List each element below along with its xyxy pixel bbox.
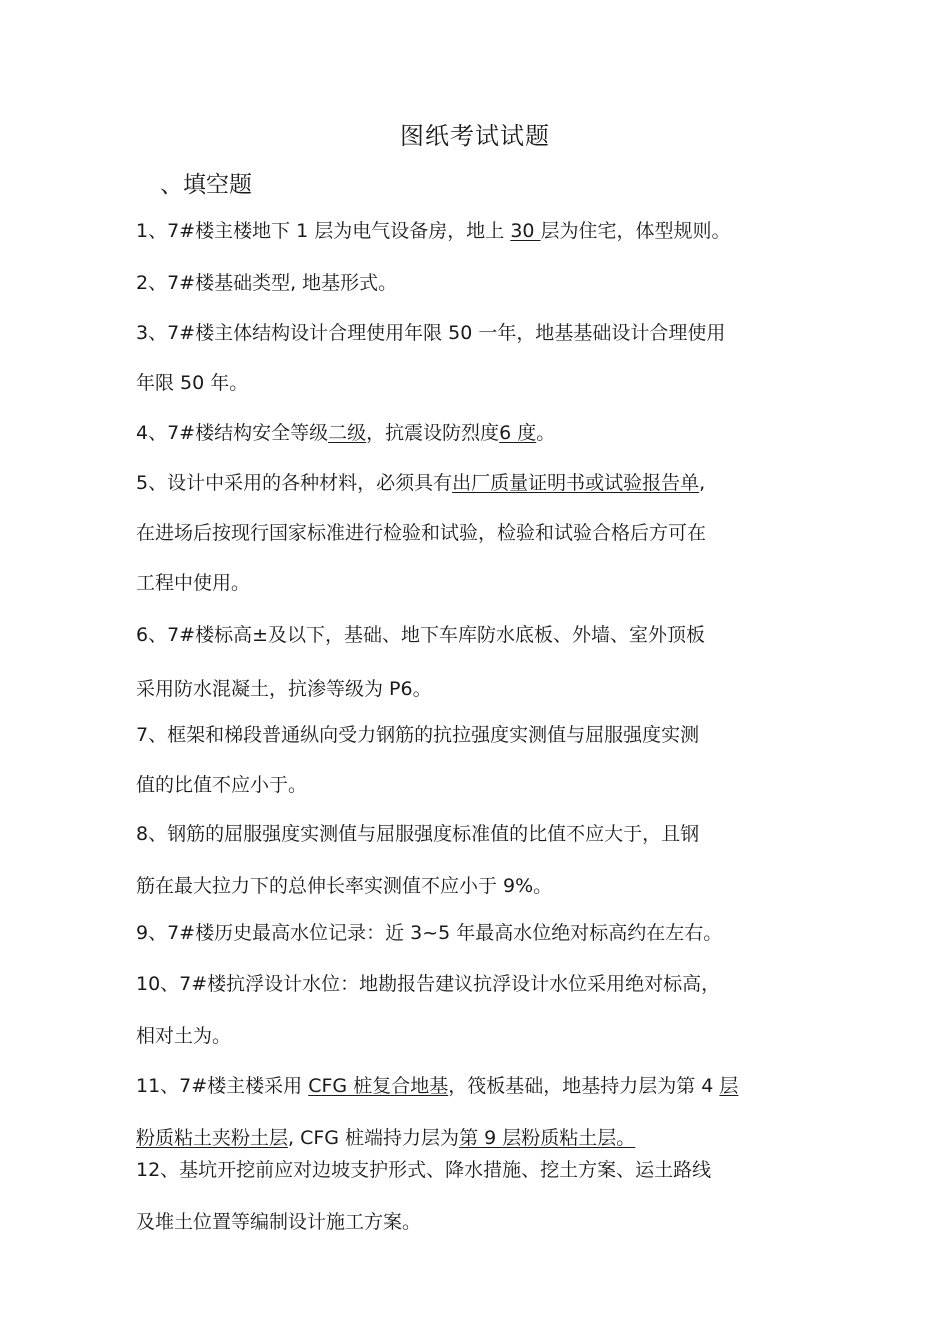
question-7: 7、框架和梯段普通纵向受力钢筋的抗拉强度实测值与屈服强度实测 值的比值不应小于。 <box>136 724 700 796</box>
question-3: 3、7#楼主体结构设计合理使用年限 50 一年，地基基础设计合理使用 年限 50 年。 <box>136 322 726 394</box>
question-12: 12、基坑开挖前应对边坡支护形式、降水措施、挖土方案、运土路线 及堆土位置等编制设计施工方案。 <box>136 1159 712 1233</box>
page-title: 图纸考试试题 <box>400 122 550 150</box>
question-8: 8、钢筋的屈服强度实测值与屈服强度标准值的比值不应大于，且钢 筋在最大拉力下的总伸长率实测值不应小于 9%。 <box>136 823 700 897</box>
question-9: 9、7#楼历史最高水位记录：近 3~5 年最高水位绝对标高约在左右。 <box>136 922 723 944</box>
question-6: 6、7#楼标高±及以下，基础、地下车库防水底板、外墙、室外顶板 采用防水混凝土，抗渗等级为 P6。 <box>136 624 706 700</box>
answer-blank: 粉质粘土夹粉土层 <box>136 1127 289 1149</box>
answer-blank: 6 度 <box>499 422 537 444</box>
answer-blank: 30 <box>510 220 541 242</box>
question-1: 1、7#楼主楼地下 1 层为电气设备房，地上 30 层为住宅，体型规则。 <box>136 220 731 242</box>
question-11: 11、7#楼主楼采用 CFG 桩复合地基，筏板基础，地基持力层为第 4 层 粉质粘土夹粉土层, CFG 桩端持力层为第 9 层粉质粘土层。 <box>136 1075 739 1149</box>
answer-blank: 第 9 层粉质粘土层。 <box>459 1127 636 1149</box>
question-5: 5、设计中采用的各种材料，必须具有出厂质量证明书或试验报告单, 在进场后按现行国家标准进行检验和试验，检验和试验合格后方可在 工程中使用。 <box>136 472 707 594</box>
answer-blank: 层 <box>719 1075 739 1097</box>
answer-blank: CFG 桩复合地基 <box>308 1075 449 1097</box>
question-10: 10、7#楼抗浮设计水位：地勘报告建议抗浮设计水位采用绝对标高， 相对土为。 <box>136 973 721 1047</box>
answer-blank: 二级 <box>328 422 367 444</box>
section-heading: 、填空题 <box>160 172 252 198</box>
answer-blank: 出厂质量证明书或试验报告单 <box>452 472 700 494</box>
question-4: 4、7#楼结构安全等级二级，抗震设防烈度6 度。 <box>136 422 556 444</box>
question-2: 2、7#楼基础类型, 地基形式。 <box>136 272 398 294</box>
